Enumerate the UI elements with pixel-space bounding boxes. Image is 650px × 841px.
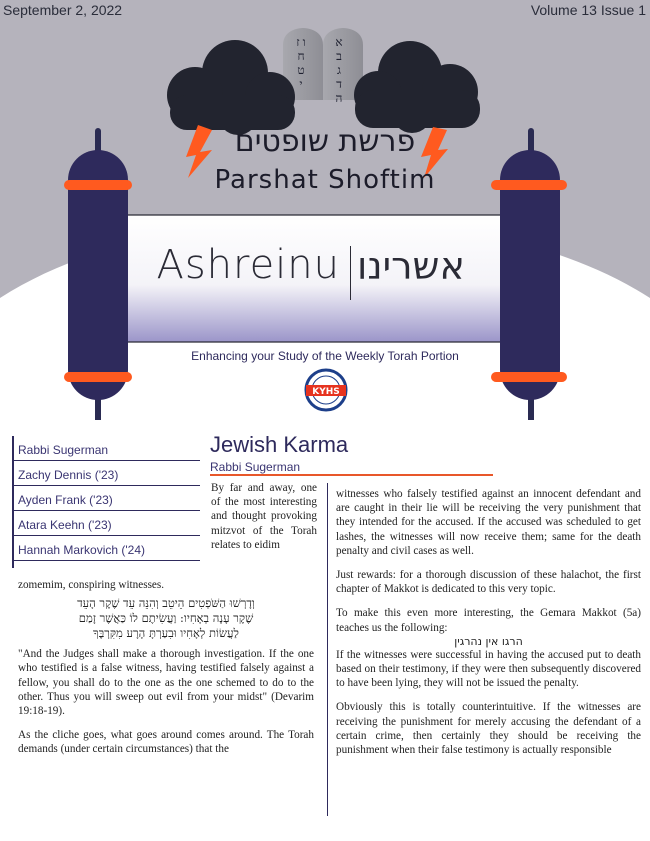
paragraph: To make this even more interesting, the Gemara Makkot (5a) teaches us the following: [336,607,641,634]
byline-underline [210,474,493,476]
paragraph: Obviously this is totally counterintuitive. If the witnesses are receiving the punishment for merely accusing the defendant of a certain crime, then certainly they should be receiving the punishment when their false testimony is actually responsible [336,701,641,757]
paragraph: As the cliche goes, what goes around comes around. The Torah demands (under certain circumstances) that the [18,729,314,756]
paragraph: "And the Judges shall make a thorough investigation. If the one who testified is a false witness, having testified falsely against a fellow, you shall do to the one as the one schemed to do to the other. Thus you will sweep out evil from your midst" (Devarim 19:18-19). [18,648,314,718]
tagline: Enhancing your Study of the Weekly Torah Portion [191,349,459,363]
contributor-item: Hannah Markovich ('24) [14,536,200,561]
contributor-item: Zachy Dennis ('23) [14,461,200,486]
verse-line: לַעֲשׂוֹת לְאָחִיו וּבִעַרְתָּ הָרָע מִקִּרְבֶּךָ [93,626,239,641]
paragraph: If the witnesses were successful in having the accused put to death based on their testimony, if they were then subsequently discovered to have been lying, they will not be issued the penalty. [336,648,641,690]
masthead-hebrew-name: אשרינו [357,244,465,288]
issue-date: September 2, 2022 [3,2,123,18]
article-intro: By far and away, one of the most interesting and thought provoking mitzvot of the Torah relates to eidim [211,482,317,551]
school-logo [306,370,346,410]
parsha-hebrew-title: פרשת שופטים [234,124,416,159]
issue-volume: Volume 13 Issue 1 [530,2,646,18]
gemara-quote: הרגו אין נהרגין [454,634,523,648]
parsha-english-title: Parshat Shoftim [214,165,436,195]
torah-scroll-right-icon [491,128,567,420]
masthead-english-name: Ashreinu [156,242,340,288]
article-title: Jewish Karma [210,432,349,457]
tablet-right-letters: א ב ג ד ה [335,35,343,105]
contributors-list [12,436,200,561]
torah-scroll-left-icon [64,128,132,420]
article-right-column [336,487,641,757]
verse-line: שֶׁקֶר עָנָה בְאָחִיו: וַעֲשִׂיתֶם לוֹ כַּאֲשֶׁר זָמַם [78,611,254,626]
paragraph: witnesses who falsely testified against an innocent defendant and are caught in their lie will be receiving the very punishment that they intended for the accused. If the accused was scheduled to get lashes, the witnesses will now receive them; same for the death penalty and civil cases as well. [336,488,641,557]
masthead-divider [350,246,351,300]
verse-line: וְדָרְשׁוּ הַשֹּׁפְטִים הֵיטֵב וְהִנֵּה עֵד שֶׁקֶר הָעֵד [77,596,255,611]
column-divider [327,483,328,816]
tablet-left-letters: ו ז ח ט י [296,35,306,91]
torah-verse [18,596,314,641]
article-byline: Rabbi Sugerman [210,460,301,474]
svg-text:KYHS: KYHS [312,387,340,397]
paragraph: Just rewards: for a thorough discussion of these halachot, the first chapter of Makkot is dedicated to this very topic. [336,569,641,596]
paragraph: zomemim, conspiring witnesses. [18,579,165,591]
article-left-column [18,578,314,757]
contributor-item: Rabbi Sugerman [14,436,200,461]
contributor-item: Ayden Frank ('23) [14,486,200,511]
contributor-item: Atara Keehn ('23) [14,511,200,536]
